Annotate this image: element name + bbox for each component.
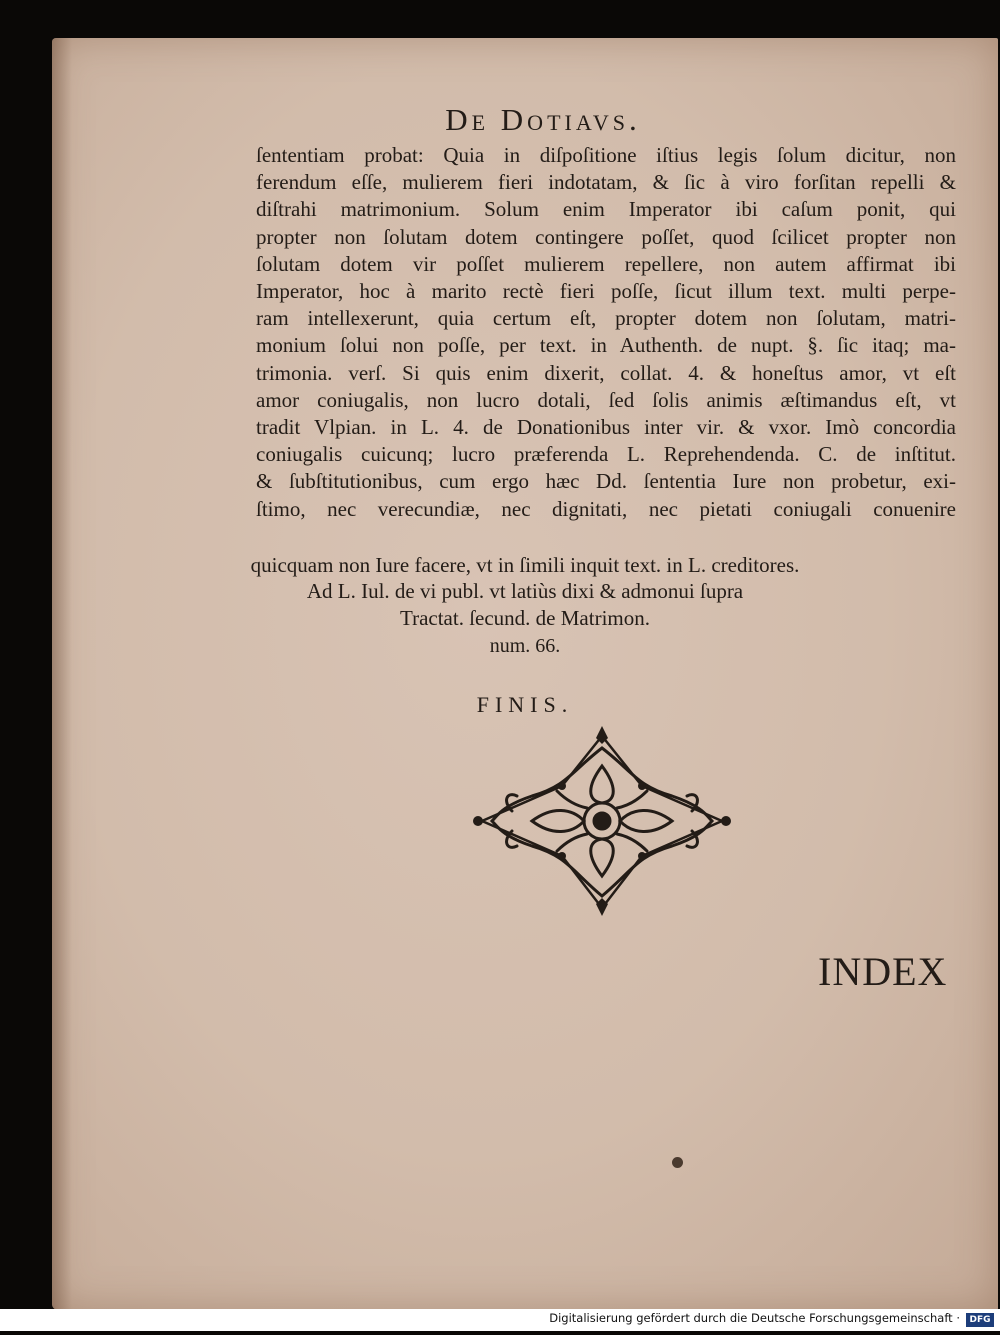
running-head-text: De Dotiavs. (445, 102, 641, 137)
body-line: ſtimo, nec verecundiæ, nec dignitati, nec pietati coniugali conuenire (256, 496, 956, 521)
body-line: monium ſolui non poſſe, per text. in Authenth. de nupt. §. ſic itaq; ma- (256, 333, 956, 358)
book-page (52, 38, 998, 1310)
body-line: tradit Vlpian. in L. 4. de Donationibus inter vir. & vxor. Imò concordia (256, 415, 956, 440)
body-line: ferendum eſſe, mulierem fieri indotatam, & ſic à viro forſitan repelli & (256, 170, 956, 195)
printers-ornament-icon (472, 726, 732, 916)
body-line: Imperator, hoc à marito rectè fieri poſſe, ſicut illum text. multi perpe- (256, 279, 956, 304)
ink-spot (672, 1157, 683, 1168)
dfg-logo-icon: DFG (966, 1313, 994, 1327)
body-line: amor coniugalis, non lucro dotali, ſed ſolis animis æſtimandus eſt, vt (256, 387, 956, 412)
body-line: coniugalis cuicunq; lucro præferenda L. Reprehendenda. C. de inſtitut. (256, 442, 956, 467)
body-line: ſolutam dotem vir poſſet mulierem repellere, non autem affirmat ibi (256, 251, 956, 276)
body-line: ſententiam probat: Quia in diſpoſitione iſtius legis ſolum dicitur, non (256, 143, 956, 167)
finis-heading: FINIS. (476, 692, 574, 717)
centered-line: quicquam non Iure facere, vt in ſimili inquit text. in L. creditores. (250, 553, 800, 577)
centered-line: Ad L. Iul. de vi publ. vt latiùs dixi & admonui ſupra (306, 579, 744, 603)
footer-text: Digitalisierung gefördert durch die Deutsche Forschungsgemeinschaft · (549, 1311, 960, 1325)
body-line: ram intellexerunt, quia certum eſt, propter dotem non ſolutam, matri- (256, 306, 956, 331)
catchword: INDEX (818, 949, 948, 994)
digitization-footer (0, 1309, 1000, 1331)
body-line: & ſubſtitutionibus, cum ergo hæc Dd. ſententia Iure non probetur, exi- (256, 469, 956, 494)
page-number-reference: num. 66. (489, 635, 561, 657)
body-text (256, 142, 956, 523)
centered-line: Tractat. ſecund. de Matrimon. (399, 606, 650, 630)
running-head (52, 102, 998, 138)
body-line: trimonia. verſ. Si quis enim dixerit, collat. 4. & honeſtus amor, vt eſt (256, 360, 956, 385)
body-line: propter non ſolutam dotem contingere poſſet, quod ſcilicet propter non (256, 224, 956, 249)
body-line: diſtrahi matrimonium. Solum enim Imperator ibi caſum ponit, qui (256, 197, 956, 222)
